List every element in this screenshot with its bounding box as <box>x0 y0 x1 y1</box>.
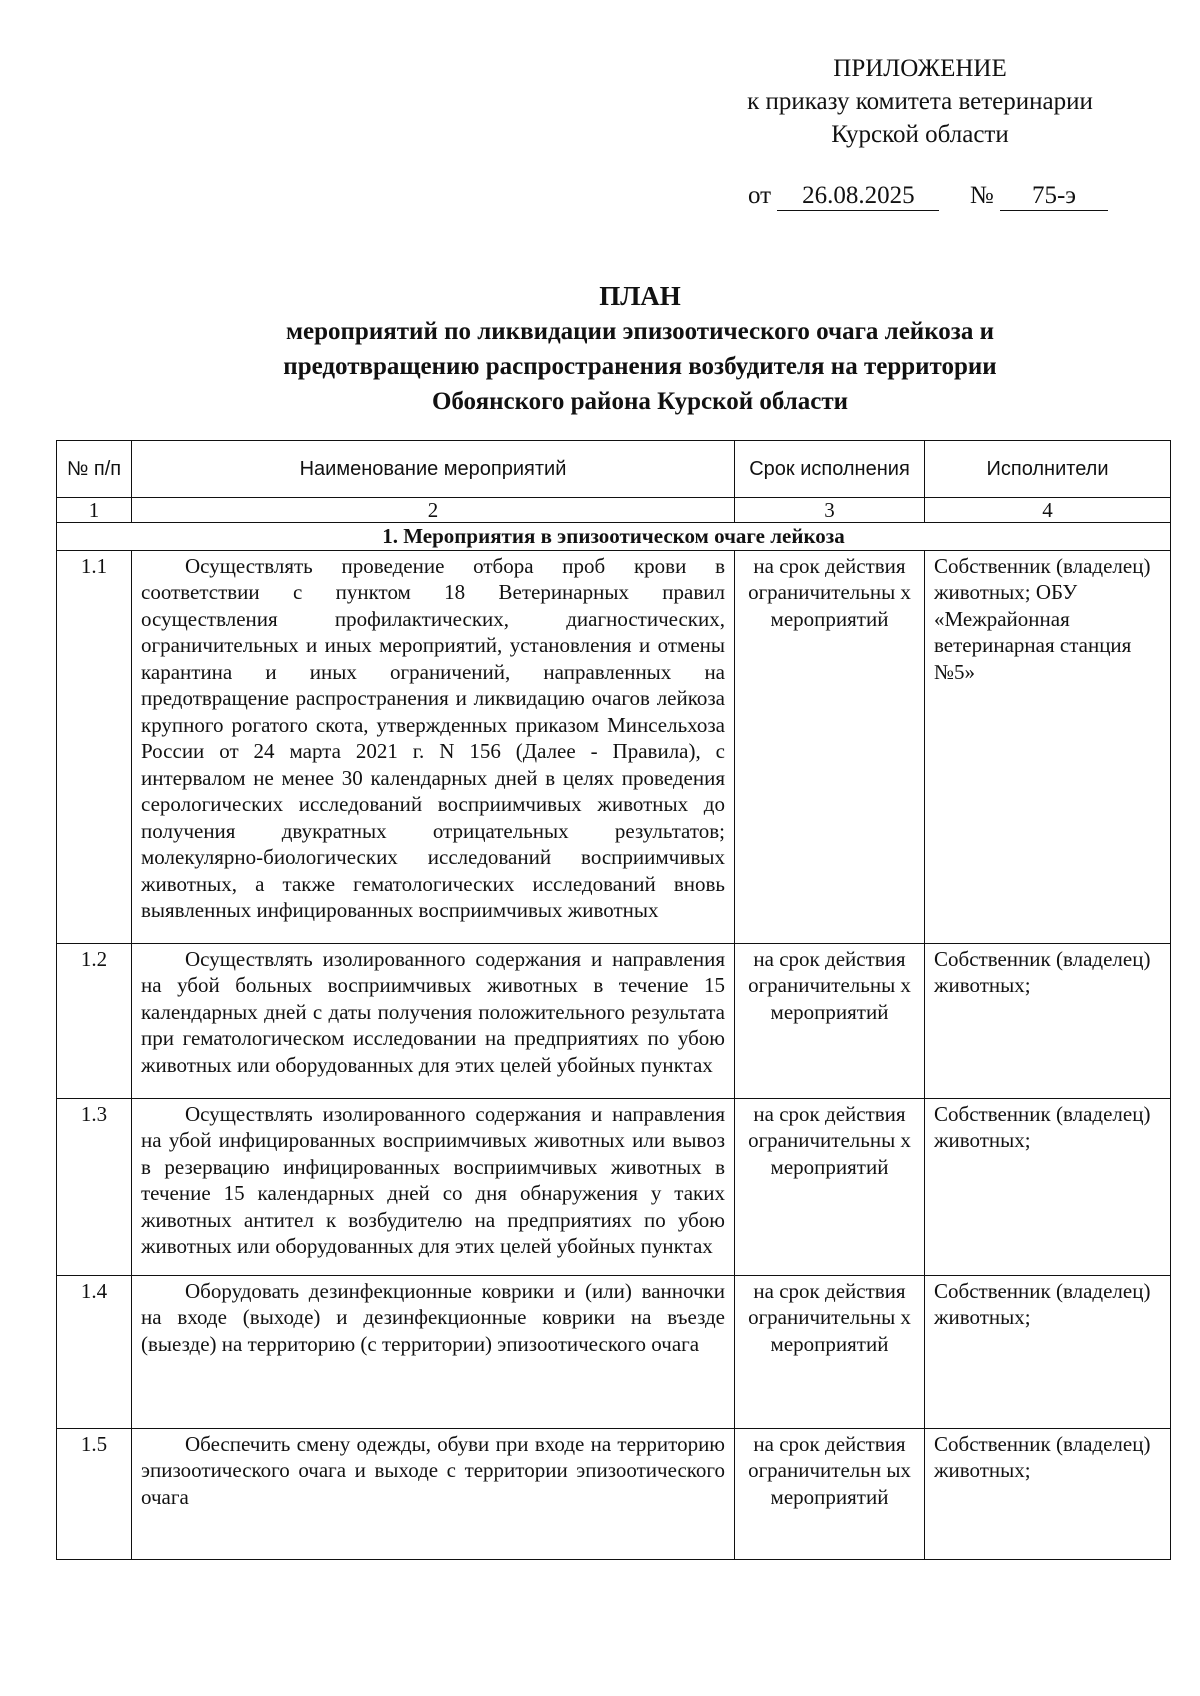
column-number: 1 <box>57 498 132 523</box>
row-term: на срок действия ограничительны х мероприятий <box>735 1275 925 1428</box>
row-executors: Собственник (владелец) животных; <box>925 1098 1171 1275</box>
title-line-1: мероприятий по ликвидации эпизоотического очага лейкоза и <box>286 318 994 345</box>
header-name: Наименование мероприятий <box>132 441 735 498</box>
title-line-2: предотвращению распространения возбудителя на территории <box>283 353 997 380</box>
row-number: 1.2 <box>57 943 132 1098</box>
table-row <box>57 1275 1171 1428</box>
row-executors: Собственник (владелец) животных; <box>925 1428 1171 1559</box>
order-number: 75-э <box>1000 182 1108 211</box>
appendix-header <box>700 52 1140 151</box>
row-term: на срок действия ограничительны х мероприятий <box>735 943 925 1098</box>
table-header-row <box>57 441 1171 498</box>
title-line-3: Обоянского района Курской области <box>431 388 849 415</box>
table-row <box>57 943 1171 1098</box>
section-row <box>57 523 1171 551</box>
column-number: 3 <box>735 498 925 523</box>
order-reference <box>748 182 1108 211</box>
row-term: на срок действия ограничительны х мероприятий <box>735 550 925 943</box>
row-description: Обеспечить смену одежды, обуви при входе на территорию эпизоотического очага и выходе с территории эпизоотического очага <box>132 1428 735 1559</box>
plan-table <box>56 440 1171 1560</box>
column-numbers-row <box>57 498 1171 523</box>
row-term: на срок действия ограничительн ых мероприятий <box>735 1428 925 1559</box>
row-description: Осуществлять изолированного содержания и направления на убой больных восприимчивых животных в течение 15 календарных дней с даты получения положительного результата при гематологическом исследовании на предприятиях по убою животных или оборудованных для этих целей убойных пунктах <box>132 943 735 1098</box>
order-number-label: № <box>969 182 994 209</box>
header-executors: Исполнители <box>925 441 1171 498</box>
row-description: Осуществлять изолированного содержания и направления на убой инфицированных восприимчивых животных или вывоз в резервацию инфицированных восприимчивых животных в течение 15 календарных дней со дня обнаружения у таких животных антител к возбудителю на предприятиях по убою животных или оборудованных для этих целей убойных пунктах <box>132 1098 735 1275</box>
row-number: 1.3 <box>57 1098 132 1275</box>
appendix-region: Курской области <box>831 121 1009 148</box>
section-title: 1. Мероприятия в эпизоотическом очаге лейкоза <box>57 523 1171 551</box>
row-number: 1.4 <box>57 1275 132 1428</box>
row-executors: Собственник (владелец) животных; <box>925 943 1171 1098</box>
row-number: 1.5 <box>57 1428 132 1559</box>
column-number: 2 <box>132 498 735 523</box>
row-description: Осуществлять проведение отбора проб крови в соответствии с пунктом 18 Ветеринарных правил осуществления профилактических, диагностических, ограничительных и иных мероприятий, установления и отмены карантина и иных ограничений, направленных на предотвращение распространения и ликвидацию очагов лейкоза крупного рогатого скота, утвержденных приказом Минсельхоза России от 24 марта 2021 г. N 156 (Далее - Правила), с интервалом не менее 30 календарных дней в целях проведения серологических исследований восприимчивых животных до получения двукратных отрицательных результатов; молекулярно-биологических исследований восприимчивых животных, а также гематологических исследований вновь выявленных инфицированных восприимчивых животных <box>132 550 735 943</box>
row-executors: Собственник (владелец) животных; <box>925 1275 1171 1428</box>
table-row <box>57 550 1171 943</box>
table-row <box>57 1428 1171 1559</box>
row-term: на срок действия ограничительны х мероприятий <box>735 1098 925 1275</box>
header-num: № п/п <box>57 441 132 498</box>
row-description: Оборудовать дезинфекционные коврики и (или) ванночки на входе (выходе) и дезинфекционные коврики на въезде (выезде) на территорию (с территории) эпизоотического очага <box>132 1275 735 1428</box>
title-main: ПЛАН <box>599 281 681 311</box>
row-executors: Собственник (владелец) животных; ОБУ «Межрайонная ветеринарная станция №5» <box>925 550 1171 943</box>
header-term: Срок исполнения <box>735 441 925 498</box>
appendix-title: ПРИЛОЖЕНИЕ <box>833 55 1007 82</box>
appendix-order-ref: к приказу комитета ветеринарии <box>747 88 1093 115</box>
order-date: 26.08.2025 <box>777 182 939 211</box>
row-number: 1.1 <box>57 550 132 943</box>
document-title <box>160 278 1120 419</box>
column-number: 4 <box>925 498 1171 523</box>
order-from-label: от <box>748 182 772 209</box>
table-row <box>57 1098 1171 1275</box>
